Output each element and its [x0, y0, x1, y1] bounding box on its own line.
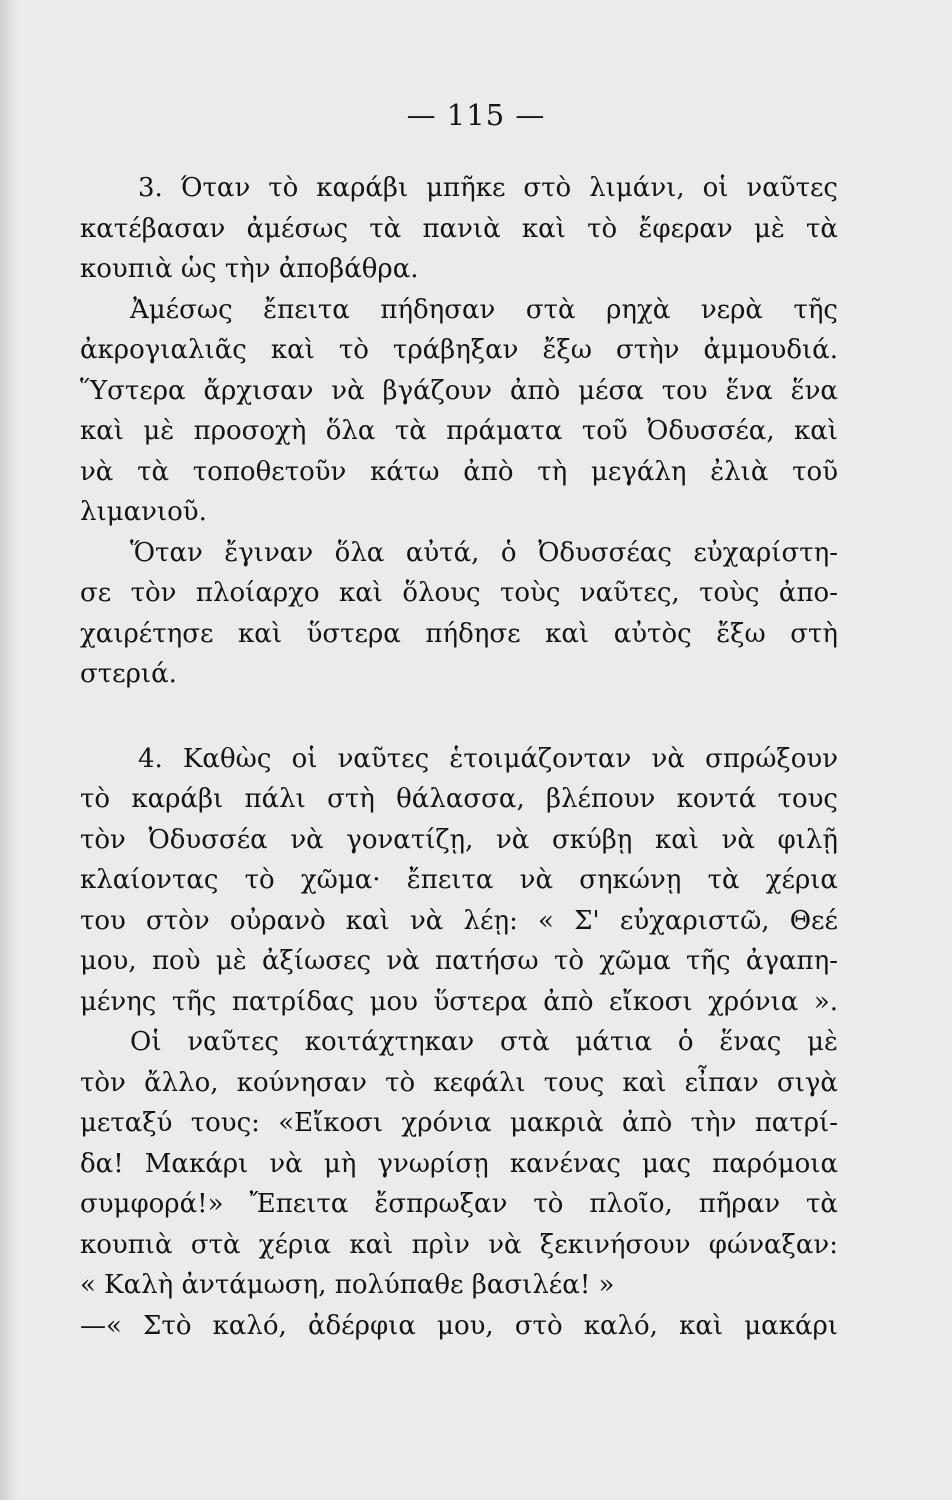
- text-line: Οἱ ναῦτες κοιτάχτηκαν στὰ μάτια ὁ ἕνας μὲ: [130, 1027, 838, 1057]
- text-line: 3. Όταν τὸ καράβι μπῆκε στὸ λιμάνι, οἱ ναῦτες: [138, 173, 838, 203]
- text-line: νὰ τὰ τοποθετοῦν κάτω ἀπὸ τὴ μεγάλη ἐλιὰ τοῦ: [80, 456, 838, 487]
- text-line: « Καλὴ ἀντάμωση, πολύπαθε βασιλέα! »: [80, 1270, 615, 1300]
- text-line: κλαίοντας τὸ χῶμα· ἔπειτα νὰ σηκώνῃ τὰ χέρια: [80, 865, 838, 895]
- text-line: μεταξύ τους: «Εἴκοσι χρόνια μακριὰ ἀπὸ τὴν πατρί-: [80, 1108, 838, 1138]
- text-line: λιμανιοῦ.: [80, 497, 207, 527]
- text-line: κουπιὰ ὡς τὴν ἀποβάθρα.: [80, 254, 419, 284]
- text-line: συμφορά!» Ἔπειτα ἔσπρωξαν τὸ πλοῖο, πῆραν τὰ: [80, 1189, 838, 1219]
- body-text: [80, 168, 838, 1346]
- text-line: Ὅταν ἔγιναν ὅλα αὐτά, ὁ Ὀδυσσέας εὐχαρίστη-: [130, 537, 838, 568]
- text-line: τὸν Ὀδυσσέα νὰ γονατίζῃ, νὰ σκύβῃ καὶ νὰ φιλῇ: [80, 824, 838, 855]
- text-line: —« Στὸ καλό, ἀδέρφια μου, στὸ καλό, καὶ μακάρι: [80, 1310, 838, 1341]
- page-number: — 115 —: [406, 98, 546, 132]
- text-line: χαιρέτησε καὶ ὕστερα πήδησε καὶ αὐτὸς ἔξω στὴ: [80, 618, 838, 649]
- text-line: ἀκρογιαλιᾶς καὶ τὸ τράβηξαν ἔξω στὴν ἀμμουδιά.: [80, 335, 838, 365]
- section-3: [80, 168, 838, 695]
- text-line: δα! Μακάρι νὰ μὴ γνωρίσῃ κανένας μας παρόμοια: [80, 1148, 838, 1179]
- text-line: Ἀμέσως ἔπειτα πήδησαν στὰ ρηχὰ νερὰ τῆς: [130, 294, 838, 325]
- text-line: τὸ καράβι πάλι στὴ θάλασσα, βλέπουν κοντά τους: [80, 784, 838, 814]
- text-line: μένης τῆς πατρίδας μου ὕστερα ἀπὸ εἴκοσι χρόνια ».: [80, 986, 838, 1017]
- section-4: [80, 739, 838, 1347]
- text-line: κουπιὰ στὰ χέρια καὶ πρὶν νὰ ξεκινήσουν φώναξαν:: [80, 1229, 838, 1260]
- section-gap: [80, 695, 838, 739]
- text-line: καὶ μὲ προσοχὴ ὅλα τὰ πράματα τοῦ Ὀδυσσέα, καὶ: [80, 416, 838, 446]
- text-line: στεριά.: [80, 659, 177, 689]
- text-line: Ὕστερα ἄρχισαν νὰ βγάζουν ἀπὸ μέσα του ἕνα ἕνα: [80, 375, 838, 406]
- text-line: κατέβασαν ἀμέσως τὰ πανιὰ καὶ τὸ ἔφεραν μὲ τὰ: [80, 213, 838, 244]
- text-line: του στὸν οὐρανὸ καὶ νὰ λέῃ: « Σ' εὐχαριστῶ, Θεέ: [80, 905, 838, 936]
- text-line: 4. Καθὼς οἱ ναῦτες ἑτοιμάζονταν νὰ σπρώξουν: [138, 743, 838, 774]
- text-line: σε τὸν πλοίαρχο καὶ ὅλους τοὺς ναῦτες, τοὺς ἀπο-: [80, 578, 838, 608]
- text-line: τὸν ἄλλο, κούνησαν τὸ κεφάλι τους καὶ εἶπαν σιγὰ: [80, 1067, 838, 1098]
- text-line: μου, ποὺ μὲ ἀξίωσες νὰ πατήσω τὸ χῶμα τῆς ἀγαπη-: [80, 946, 838, 976]
